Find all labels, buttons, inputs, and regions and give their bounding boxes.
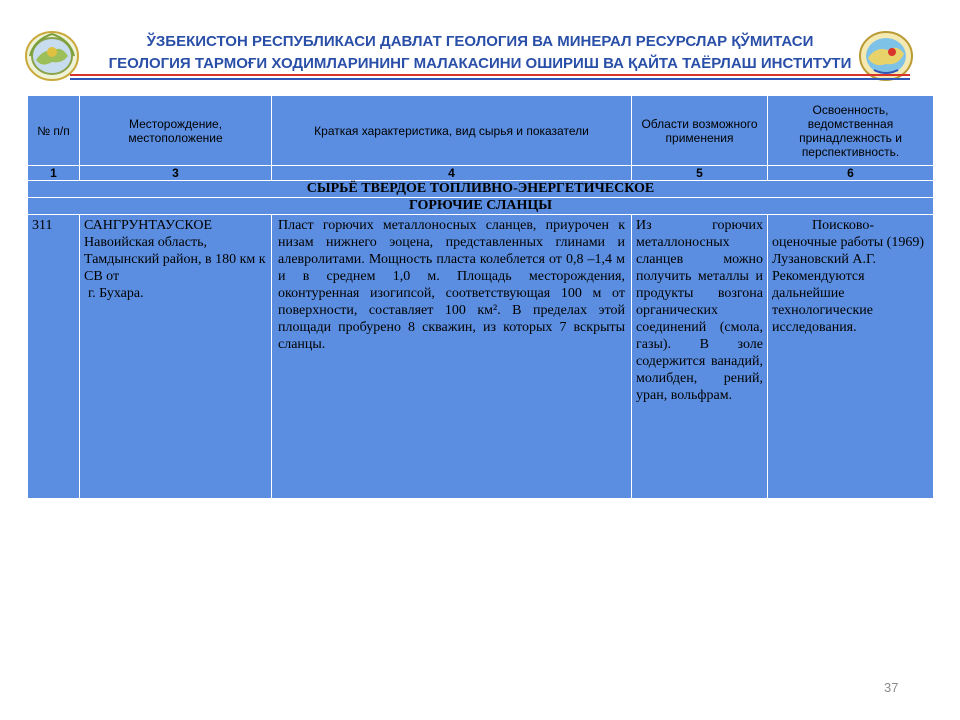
col-header-num: № п/п [28, 96, 80, 166]
row-number: 311 [28, 215, 80, 499]
section-row [28, 181, 934, 198]
header-title-line2: ГЕОЛОГИЯ ТАРМОҒИ ХОДИМЛАРИНИНГ МАЛАКАСИНИ ОШИРИШ ВА ҚАЙТА ТАЁРЛАШ ИНСТИТУТИ [108, 55, 852, 72]
subsection-title: ГОРЮЧИЕ СЛАНЦЫ [28, 198, 934, 215]
subsection-row [28, 198, 934, 215]
page-number: 37 [884, 680, 899, 695]
deposit-location: Навоийская область, Тамдынский район, в 180 км к СВ от [84, 235, 266, 284]
col-number: 3 [80, 166, 272, 181]
application-cell: Из горючих металлоносных сланцев можно получить металлы и продукты возгона органических соединений (смола, газы). В золе содержится ванадий, молибден, рений, уран, вольфрам. [632, 215, 768, 499]
deposit-cell [80, 215, 272, 499]
col-header-deposit: Месторождение, местоположение [80, 96, 272, 166]
col-header-status: Освоенность, ведомственная принадлежность и перспективность. [768, 96, 934, 166]
deposit-name: САНГРУНТАУСКОЕ [84, 218, 213, 233]
col-number: 5 [632, 166, 768, 181]
col-number: 1 [28, 166, 80, 181]
col-header-characteristic: Краткая характеристика, вид сырья и показатели [272, 96, 632, 166]
deposit-city: г. Бухара. [88, 286, 144, 301]
col-number: 4 [272, 166, 632, 181]
header-stripe-red [70, 74, 910, 76]
status-cell: Поисково-оценочные работы (1969) Лузановский А.Г. Рекомендуются дальнейшие технологические исследования. [768, 215, 934, 499]
column-numbers-row [28, 166, 934, 181]
header-title-line1: ЎЗБЕКИСТОН РЕСПУБЛИКАСИ ДАВЛАТ ГЕОЛОГИЯ ВА МИНЕРАЛ РЕСУРСЛАР ҚЎМИТАСИ [146, 33, 814, 50]
table-row [28, 215, 934, 499]
deposits-table [27, 95, 934, 499]
table-header-row [28, 96, 934, 166]
col-number: 6 [768, 166, 934, 181]
header-stripe-blue [70, 78, 910, 80]
characteristic-cell: Пласт горючих металлоносных сланцев, приурочен к низам нижнего эоцена, представленных глинами и алевролитами. Мощность пласта колеблется от 0,8 –1,4 м и в среднем 1,0 м. Площадь месторождения, оконтуренная изогипсой, соответствующая 100 м от поверхности, составляет 100 км². В пределах этой площади пробурено 8 скважин, из которых 7 вскрыты сланцы. [272, 215, 632, 499]
section-title: СЫРЬЁ ТВЕРДОЕ ТОПЛИВНО-ЭНЕРГЕТИЧЕСКОЕ [28, 181, 934, 198]
col-header-application: Области возможного применения [632, 96, 768, 166]
